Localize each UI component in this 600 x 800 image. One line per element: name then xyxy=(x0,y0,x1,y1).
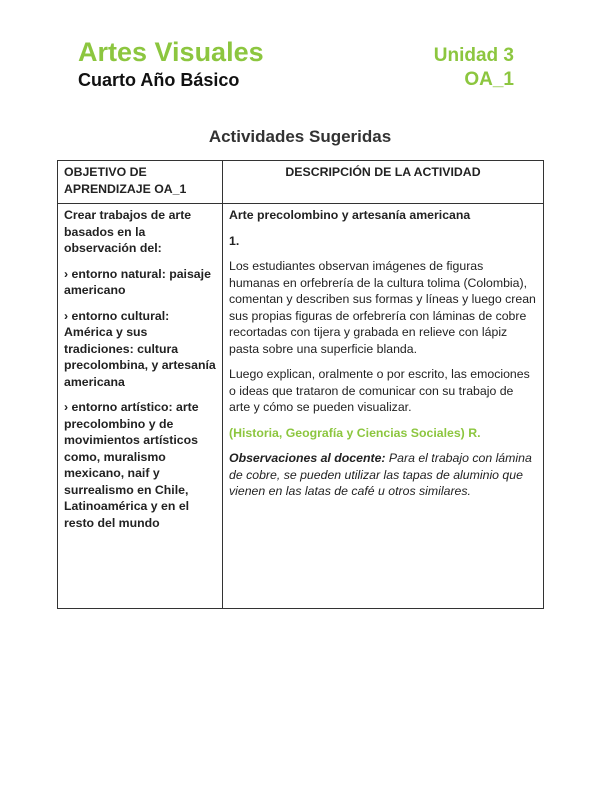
objective-intro: Crear trabajos de arte basados en la observación del: xyxy=(64,208,192,255)
activity-cell xyxy=(223,204,544,609)
objective-cell xyxy=(58,204,223,609)
section-title: Actividades Sugeridas xyxy=(208,127,392,146)
activity-paragraph-1: Los estudiantes observan imágenes de figuras humanas en orfebrería de la cultura tolima (Colombia), comentan y describen sus formas y líneas y luego crean sus propias figuras de orfebrería con láminas de cobre recortadas con tijera y grabada en relieve con lápiz pasta sobre una superficie blanda. xyxy=(229,259,536,356)
unit-label: Unidad 3 xyxy=(433,45,514,66)
activities-table xyxy=(57,160,544,609)
observation-label: Observaciones al docente: xyxy=(229,451,386,465)
table-header-row xyxy=(58,161,544,204)
objective-item-natural: › entorno natural: paisaje americano xyxy=(64,266,211,297)
activity-title: Arte precolombino y artesanía americana xyxy=(229,208,471,222)
activity-crossref: (Historia, Geografía y Ciencias Sociales) R. xyxy=(229,425,481,440)
activity-paragraph-2: Luego explican, oralmente o por escrito, las emociones o ideas que trataron de comunicar con su trabajo de arte y cómo se pueden visualizar. xyxy=(229,367,530,414)
table-row xyxy=(58,204,544,609)
header-right xyxy=(434,44,514,92)
activity-header: DESCRIPCIÓN DE LA ACTIVIDAD xyxy=(223,161,544,204)
subject-title: Artes Visuales xyxy=(78,37,264,67)
activity-number: 1. xyxy=(229,233,240,248)
oa-label: OA_1 xyxy=(464,69,514,90)
objective-item-artistic: › entorno artístico: arte precolombino y de movimientos artísticos como, muralismo mexicano, naif y surrealismo en Chile, Latinoamérica y en el resto del mundo xyxy=(64,400,199,530)
grade-subtitle: Cuarto Año Básico xyxy=(78,70,240,90)
teacher-observation xyxy=(229,450,537,500)
observation-text: Para el trabajo con lámina de cobre, se pueden utilizar las tapas de aluminio que vienen en las latas de café u otros similares. xyxy=(229,451,532,498)
header-left xyxy=(78,36,264,92)
objective-item-cultural: › entorno cultural: América y sus tradiciones: cultura precolombina, y artesanía americana xyxy=(64,308,216,389)
objective-header: OBJETIVO DE APRENDIZAJE OA_1 xyxy=(58,161,223,204)
